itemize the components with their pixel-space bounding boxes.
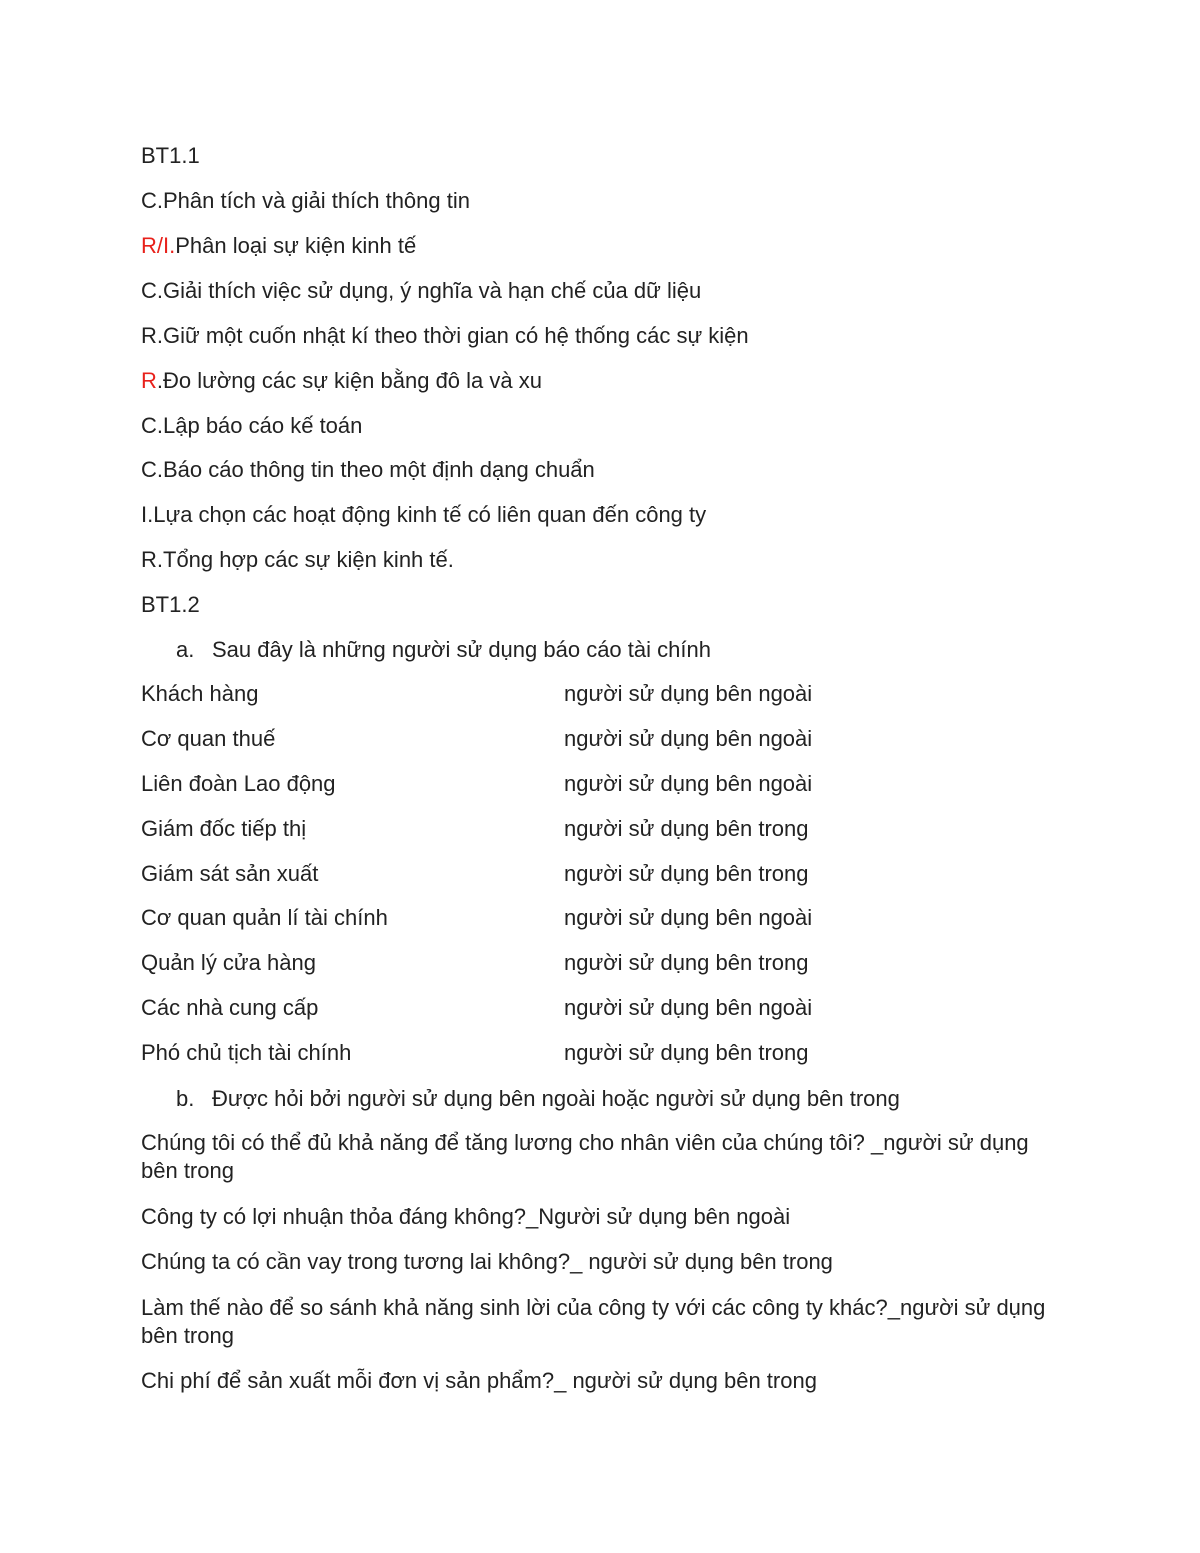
item-text: .Tổng hợp các sự kiện kinh tế. [156,547,454,572]
item-text-dot-highlighted: . [169,233,176,258]
list-item [141,546,454,574]
user-name: Khách hàng [141,681,259,706]
item-text: Phân loại sự kiện kinh tế [175,233,417,258]
part-b-text: Được hỏi bởi người sử dụng bên ngoài hoặc người sử dụng bên trong [212,1086,900,1111]
list-item [141,232,416,260]
question-paragraph: Làm thế nào để so sánh khả năng sinh lời của công ty với các công ty khác?_người sử dụng bên trong [141,1295,1046,1348]
user-type: người sử dụng bên trong [564,1040,809,1065]
list-item [141,501,706,529]
user-type: người sử dụng bên ngoài [564,995,813,1020]
item-code-highlighted: R [141,368,157,393]
item-text: .Giữ một cuốn nhật kí theo thời gian có hệ thống các sự kiện [156,323,749,348]
user-name: Giám sát sản xuất [141,861,319,886]
section-heading-bt1-2: BT1.2 [141,592,200,617]
question-paragraph: Công ty có lợi nhuận thỏa đáng không?_Người sử dụng bên ngoài [141,1204,791,1229]
section-heading-bt1-1: BT1.1 [141,143,200,168]
user-type: người sử dụng bên trong [564,950,809,975]
user-type: người sử dụng bên trong [564,816,809,841]
user-name: Liên đoàn Lao động [141,771,336,796]
item-code-highlighted: R/I [141,233,170,258]
list-marker: a. [176,637,195,662]
part-b-heading [176,1085,900,1113]
list-item [141,322,749,350]
question-paragraph: Chi phí để sản xuất mỗi đơn vị sản phẩm?_ người sử dụng bên trong [141,1368,817,1393]
list-marker: b. [176,1086,195,1111]
list-item [141,187,470,215]
item-text: .Phân tích và giải thích thông tin [156,188,470,213]
item-code: C [141,188,157,213]
list-item [141,367,542,395]
item-text: .Giải thích việc sử dụng, ý nghĩa và hạn chế của dữ liệu [156,278,702,303]
item-code: R [141,547,157,572]
item-code: C [141,413,157,438]
item-code: C [141,457,157,482]
question-paragraph: Chúng tôi có thể đủ khả năng để tăng lương cho nhân viên của chúng tôi? _người sử dụng bên trong [141,1130,1029,1183]
user-type: người sử dụng bên ngoài [564,771,813,796]
user-type: người sử dụng bên ngoài [564,681,813,706]
user-type: người sử dụng bên ngoài [564,726,813,751]
user-type: người sử dụng bên trong [564,861,809,886]
user-name: Giám đốc tiếp thị [141,816,307,841]
list-item [141,412,362,440]
item-code: I [141,502,148,527]
part-a-heading [176,636,711,664]
user-name: Quản lý cửa hàng [141,950,316,975]
part-a-text: Sau đây là những người sử dụng báo cáo tài chính [212,637,711,662]
user-name: Cơ quan quản lí tài chính [141,905,388,930]
item-text: .Lựa chọn các hoạt động kinh tế có liên quan đến công ty [147,502,707,527]
user-type: người sử dụng bên ngoài [564,905,813,930]
item-text: .Lập báo cáo kế toán [156,413,363,438]
item-code: R [141,323,157,348]
question-paragraph: Chúng ta có cần vay trong tương lai không?_ người sử dụng bên trong [141,1249,833,1274]
item-code: C [141,278,157,303]
user-name: Cơ quan thuế [141,726,276,751]
user-name: Các nhà cung cấp [141,995,319,1020]
item-text: .Báo cáo thông tin theo một định dạng chuẩn [156,457,595,482]
list-item [141,456,595,484]
list-item [141,277,701,305]
user-name: Phó chủ tịch tài chính [141,1040,352,1065]
item-text: .Đo lường các sự kiện bằng đô la và xu [156,368,542,393]
